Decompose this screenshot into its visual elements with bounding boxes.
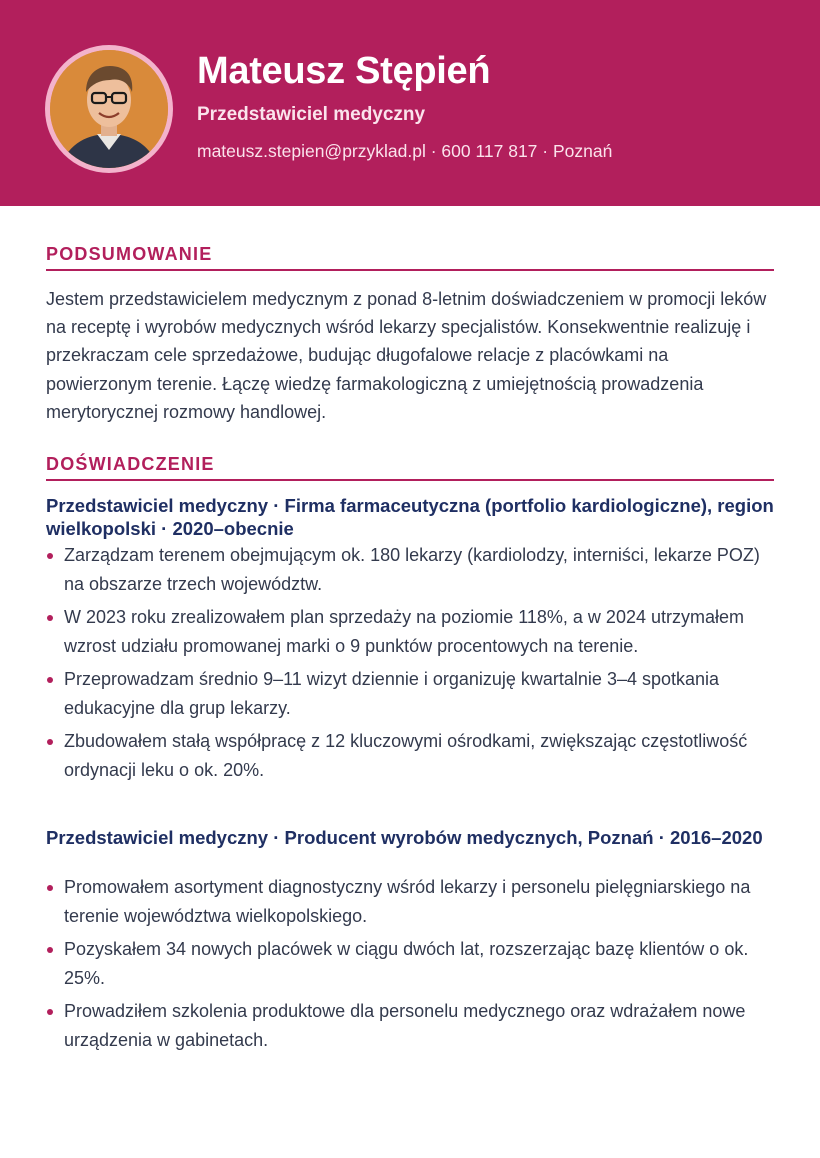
bullet-dot-icon xyxy=(47,885,53,891)
candidate-role: Przedstawiciel medyczny xyxy=(197,104,426,125)
bullet-dot-icon xyxy=(47,739,53,745)
list-item: Zarządzam terenem obejmującym ok. 180 lekarzy (kardiolodzy, interniści, lekarze POZ) na obszarze trzech województw. xyxy=(46,541,776,598)
list-item: Przeprowadzam średnio 9–11 wizyt dziennie i organizuję kwartalnie 3–4 spotkania edukacyjne dla grup lekarzy. xyxy=(46,665,776,722)
summary-heading: PODSUMOWANIE xyxy=(46,244,213,264)
list-item: Prowadziłem szkolenia produktowe dla personelu medycznego oraz wdrażałem nowe urządzenia w gabinetach. xyxy=(46,997,776,1054)
summary-divider xyxy=(46,269,774,271)
bullet-dot-icon xyxy=(47,1009,53,1015)
job-2-bullets xyxy=(46,873,776,1059)
experience-divider xyxy=(46,479,774,481)
avatar xyxy=(50,50,168,168)
avatar-portrait-icon xyxy=(50,50,168,168)
experience-heading: DOŚWIADCZENIE xyxy=(46,454,215,474)
job-title-2: Przedstawiciel medyczny · Producent wyrobów medycznych, Poznań · 2016–2020 xyxy=(46,827,763,848)
header-banner xyxy=(0,0,820,206)
list-item: W 2023 roku zrealizowałem plan sprzedaży na poziomie 118%, a w 2024 utrzymałem wzrost udziału promowanej marki o 9 punktów procentowych na terenie. xyxy=(46,603,776,660)
candidate-name: Mateusz Stępień xyxy=(197,50,491,92)
list-item: Zbudowałem stałą współpracę z 12 kluczowymi ośrodkami, zwiększając częstotliwość ordynacji leku o ok. 20%. xyxy=(46,727,776,784)
list-item: Promowałem asortyment diagnostyczny wśród lekarzy i personelu pielęgniarskiego na terenie województwa wielkopolskiego. xyxy=(46,873,776,930)
contact-line: mateusz.stepien@przyklad.pl · 600 117 817 · Poznań xyxy=(197,141,613,161)
job-title-1: Przedstawiciel medyczny · Firma farmaceutyczna (portfolio kardiologiczne), region wielkopolski · 2020–obecnie xyxy=(46,495,774,539)
summary-text: Jestem przedstawicielem medycznym z ponad 8-letnim doświadczeniem w promocji leków na receptę i wyrobów medycznych wśród lekarzy specjalistów. Konsekwentnie realizuję i przekraczam cele sprzedażowe, budując długofalowe relacje z placówkami na powierzonym terenie. Łączę wiedzę farmakologiczną z umiejętnością prowadzenia merytorycznej rozmowy handlowej. xyxy=(46,289,767,422)
bullet-dot-icon xyxy=(47,553,53,559)
job-1-bullets xyxy=(46,541,776,789)
list-item: Pozyskałem 34 nowych placówek w ciągu dwóch lat, rozszerzając bazę klientów o ok. 25%. xyxy=(46,935,776,992)
bullet-dot-icon xyxy=(47,615,53,621)
bullet-dot-icon xyxy=(47,677,53,683)
bullet-dot-icon xyxy=(47,947,53,953)
